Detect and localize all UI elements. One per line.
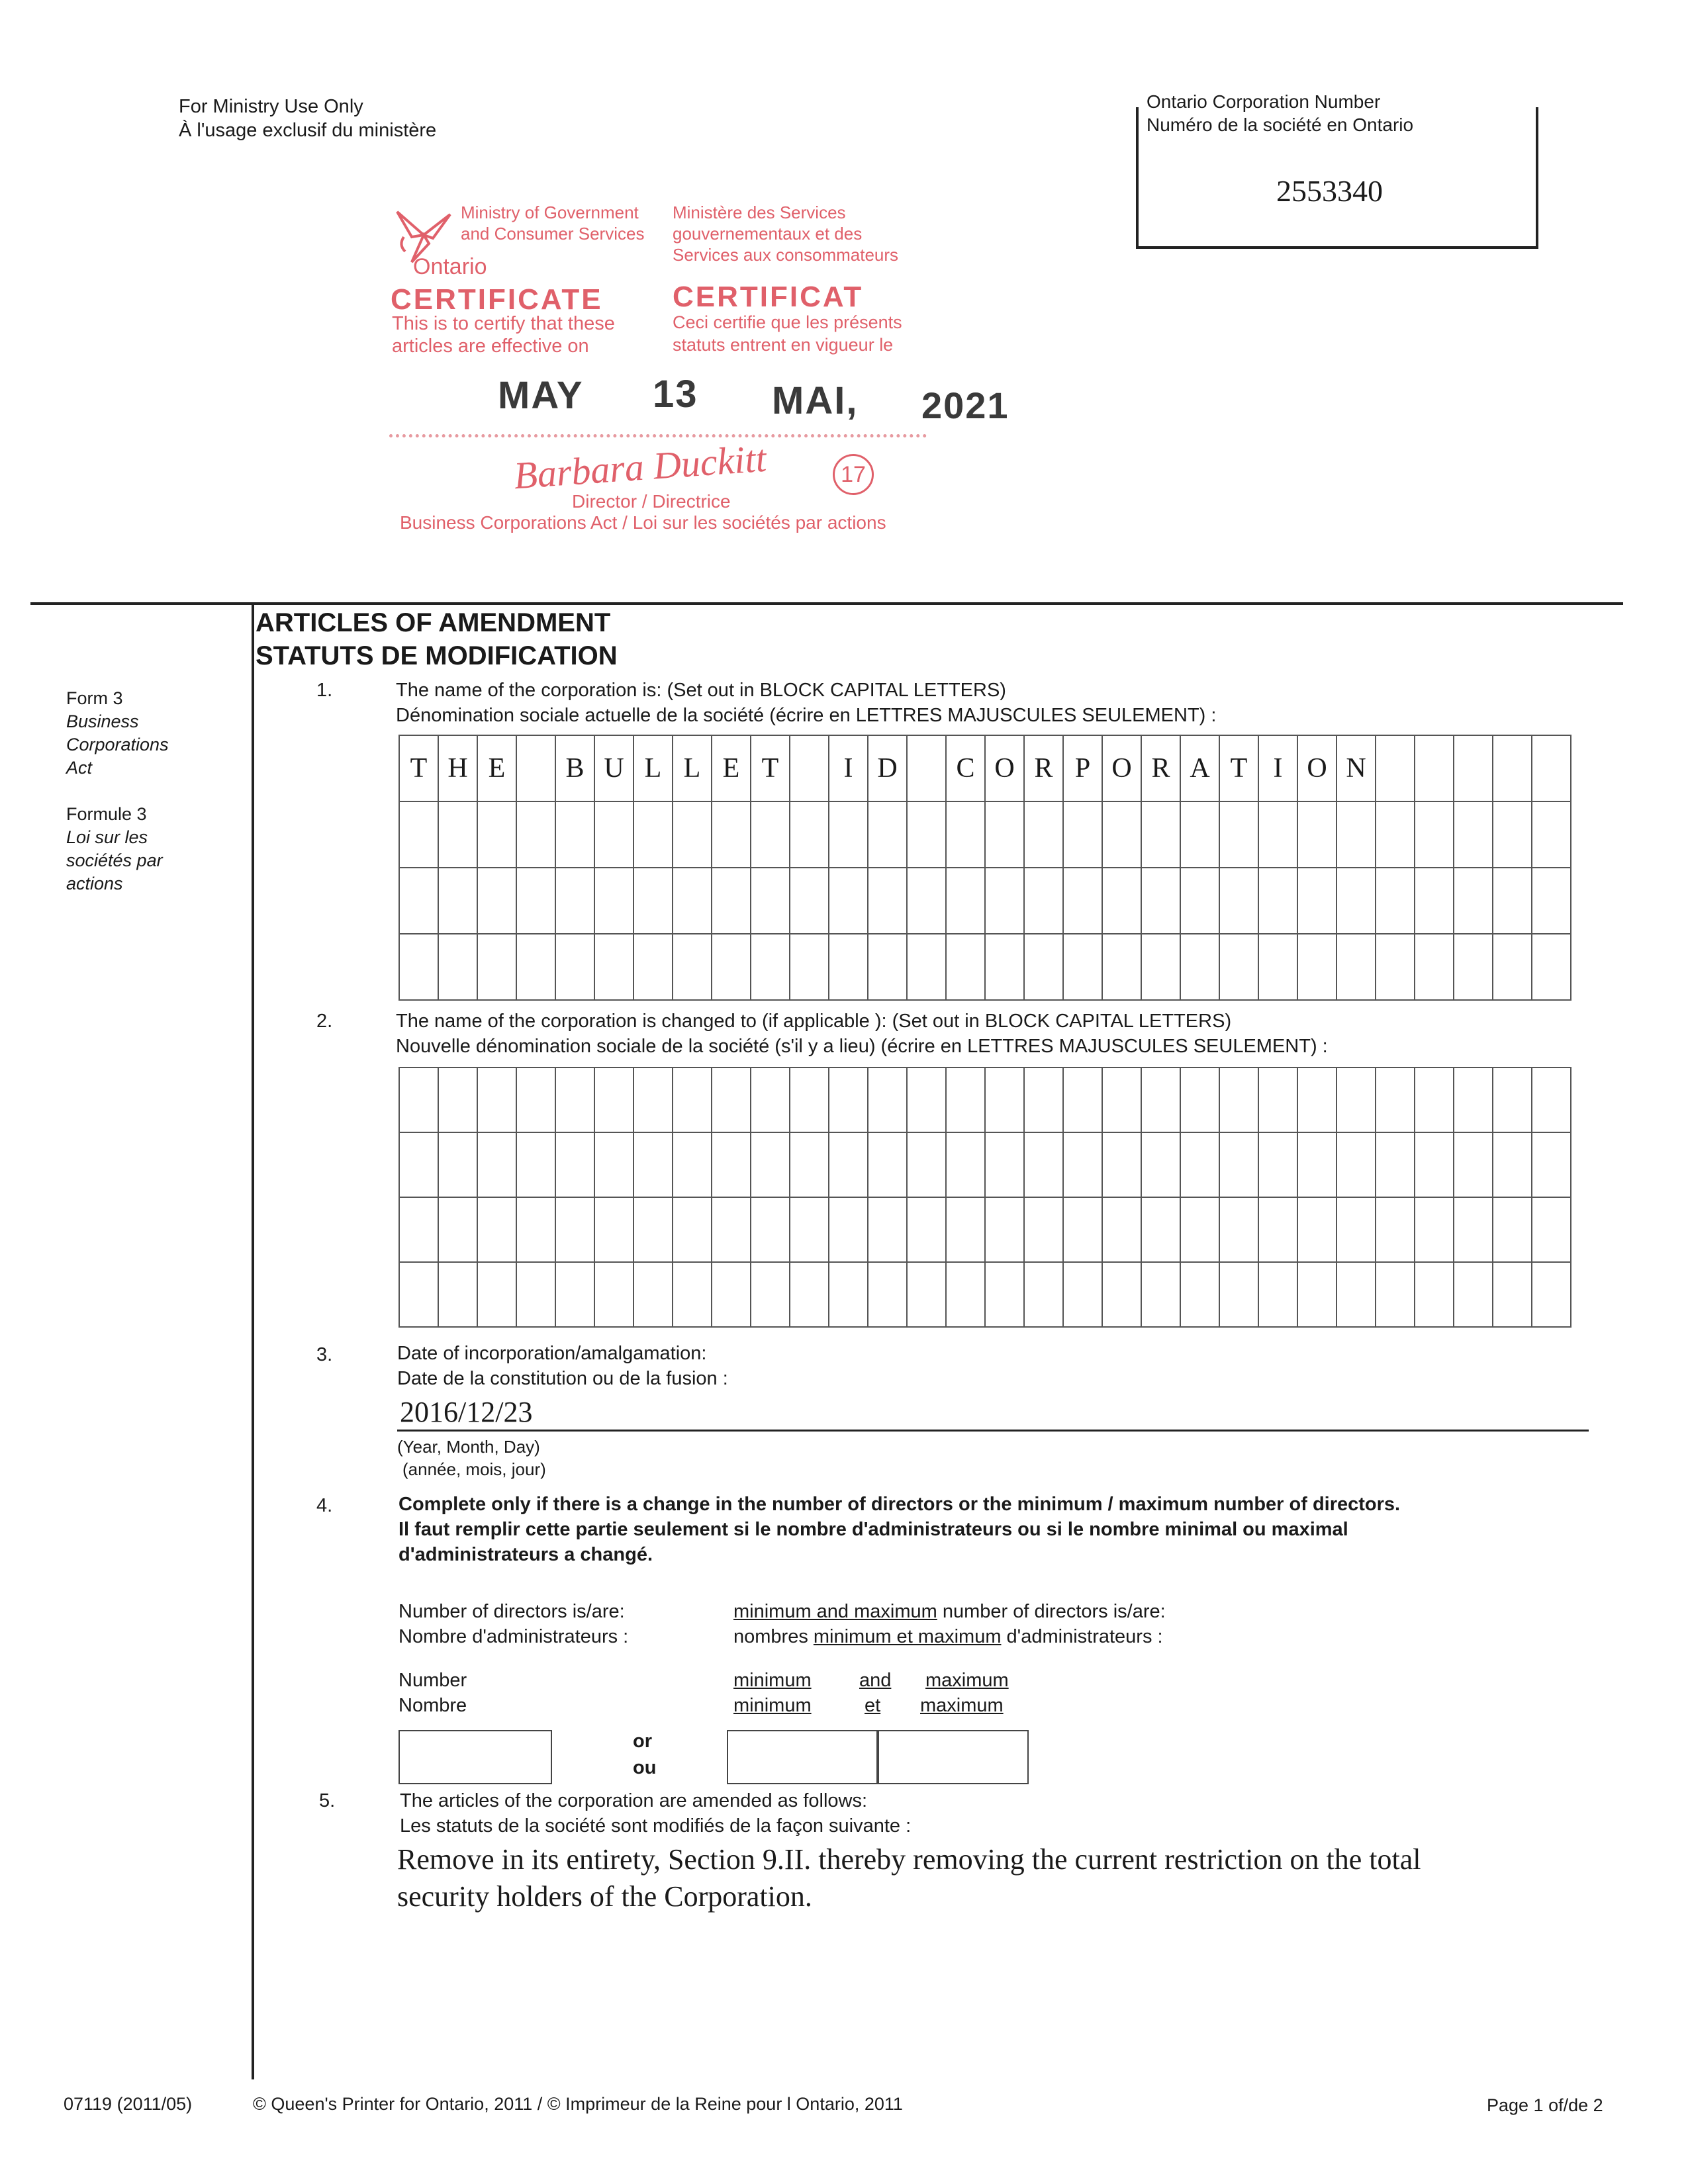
s4-line-3: d'administrateurs a changé.: [399, 1544, 653, 1565]
name-letter-cell[interactable]: U: [594, 735, 633, 801]
stamp-month-fr: MAI,: [772, 379, 859, 422]
sidebar-act-en-1: Business: [66, 711, 139, 731]
min-label-fr: minimum: [733, 1695, 812, 1716]
corp-number-label-en: Ontario Corporation Number: [1147, 91, 1381, 112]
name-letter-cell[interactable]: N: [1336, 735, 1376, 801]
stamp-ministry-fr-3: Services aux consommateurs: [673, 245, 899, 265]
stamp-certify-fr-1: Ceci certifie que les présents: [673, 312, 902, 332]
s3-number: 3.: [316, 1344, 333, 1365]
s5-label-en: The articles of the corporation are amended as follows:: [400, 1790, 868, 1811]
current-name-row: [399, 735, 1571, 801]
title-en: ARTICLES OF AMENDMENT: [256, 608, 611, 637]
footer-form-code: 07119 (2011/05): [64, 2094, 193, 2114]
number-label-en: Number: [399, 1670, 467, 1691]
name-letter-cell[interactable]: I: [1258, 735, 1297, 801]
name-letter-cell[interactable]: T: [1219, 735, 1258, 801]
amendment-text-2[interactable]: security holders of the Corporation.: [397, 1880, 812, 1913]
stamp-ministry-fr-2: gouvernementaux et des: [673, 224, 863, 244]
current-name-grid[interactable]: [399, 735, 1571, 1001]
current-name-row: [399, 868, 1571, 934]
stamp-certificate-en: CERTIFICATE: [391, 283, 603, 316]
footer-page: Page 1 of/de 2: [1487, 2095, 1603, 2115]
name-letter-cell[interactable]: R: [1024, 735, 1063, 801]
new-name-row: [399, 1132, 1571, 1197]
stamp-signature: Barbara Duckitt: [512, 436, 768, 498]
stamp-month-en: MAY: [498, 374, 584, 417]
name-letter-cell[interactable]: O: [985, 735, 1024, 801]
current-name-row: [399, 934, 1571, 1000]
new-name-grid[interactable]: [399, 1067, 1571, 1328]
corp-number: 2553340: [1276, 174, 1383, 208]
name-letter-cell[interactable]: O: [1102, 735, 1141, 801]
name-letter-cell[interactable]: E: [477, 735, 516, 801]
footer-copyright: © Queen's Printer for Ontario, 2011 / © Imprimeur de la Reine pour l Ontario, 2011: [253, 2094, 903, 2114]
name-letter-cell[interactable]: L: [633, 735, 673, 801]
amendment-text-1[interactable]: Remove in its entirety, Section 9.II. thereby removing the current restriction on the total: [397, 1843, 1421, 1876]
stamp-certify-en-1: This is to certify that these: [392, 313, 615, 334]
name-letter-cell[interactable]: H: [438, 735, 477, 801]
stamp-certify-fr-2: statuts entrent en vigueur le: [673, 335, 894, 355]
minmax-en: minimum and maximum number of directors is/are:: [733, 1601, 1166, 1622]
stamp-ontario: Ontario: [413, 254, 487, 279]
max-label-en: maximum: [925, 1670, 1009, 1691]
and-label-en: and: [859, 1670, 892, 1691]
name-letter-cell[interactable]: P: [1063, 735, 1102, 801]
minimum-directors-box[interactable]: [727, 1730, 879, 1784]
stamp-circle-number: 17: [833, 454, 874, 495]
or-fr: ou: [633, 1757, 657, 1778]
new-name-row: [399, 1262, 1571, 1327]
sidebar-act-fr-2: sociétés par: [66, 850, 163, 870]
number-label-fr: Nombre: [399, 1695, 467, 1716]
name-letter-cell[interactable]: R: [1141, 735, 1180, 801]
name-letter-cell[interactable]: D: [868, 735, 907, 801]
sidebar-form-en: Form 3: [66, 688, 123, 708]
s3-label-en: Date of incorporation/amalgamation:: [397, 1343, 707, 1364]
s4-line-2: Il faut remplir cette partie seulement si le nombre d'administrateurs ou si le nombre minimal ou maximal: [399, 1519, 1348, 1540]
and-label-fr: et: [865, 1695, 881, 1716]
stamp-year: 2021: [921, 385, 1009, 426]
or-en: or: [633, 1731, 652, 1752]
name-letter-cell[interactable]: C: [946, 735, 985, 801]
name-letter-cell[interactable]: O: [1297, 735, 1336, 801]
s1-label-fr: Dénomination sociale actuelle de la société (écrire en LETTRES MAJUSCULES SEULEMENT) :: [396, 705, 1217, 726]
name-letter-cell[interactable]: I: [829, 735, 868, 801]
s4-number: 4.: [316, 1495, 333, 1516]
ministry-use-fr: À l'usage exclusif du ministère: [179, 120, 437, 141]
stamp-dotted-line: [389, 434, 927, 437]
corp-number-label-fr: Numéro de la société en Ontario: [1147, 114, 1414, 135]
stamp-act: Business Corporations Act / Loi sur les sociétés par actions: [400, 512, 886, 533]
stamp-ministry-fr-1: Ministère des Services: [673, 203, 846, 222]
left-vertical-rule: [252, 602, 254, 2079]
s2-label-fr: Nouvelle dénomination sociale de la société (s'il y a lieu) (écrire en LETTRES MAJUSCULES SEULEMENT) :: [396, 1036, 1328, 1057]
stamp-certificate-fr: CERTIFICAT: [673, 281, 864, 313]
name-letter-cell[interactable]: E: [712, 735, 751, 801]
date-hint-fr: (année, mois, jour): [402, 1459, 546, 1479]
stamp-ministry-en-1: Ministry of Government: [461, 203, 639, 222]
num-directors-fr: Nombre d'administrateurs :: [399, 1626, 629, 1647]
name-letter-cell[interactable]: A: [1180, 735, 1219, 801]
name-letter-cell[interactable]: [1532, 735, 1571, 801]
s5-label-fr: Les statuts de la société sont modifiés de la façon suivante :: [400, 1815, 912, 1837]
name-letter-cell[interactable]: T: [751, 735, 790, 801]
max-label-fr: maximum: [920, 1695, 1004, 1716]
incorporation-date[interactable]: 2016/12/23: [400, 1396, 533, 1428]
s4-line-1: Complete only if there is a change in the number of directors or the minimum / maximum number of directors.: [399, 1494, 1401, 1515]
name-letter-cell[interactable]: [907, 735, 946, 801]
name-letter-cell[interactable]: [1454, 735, 1493, 801]
date-hint-en: (Year, Month, Day): [397, 1437, 540, 1457]
s2-number: 2.: [316, 1011, 333, 1032]
current-name-row: [399, 801, 1571, 868]
sidebar-act-en-3: Act: [66, 758, 93, 778]
stamp-certify-en-2: articles are effective on: [392, 336, 589, 357]
name-letter-cell[interactable]: [516, 735, 555, 801]
s1-label-en: The name of the corporation is: (Set out in BLOCK CAPITAL LETTERS): [396, 680, 1006, 701]
sidebar-act-fr-3: actions: [66, 874, 123, 893]
sidebar-act-fr-1: Loi sur les: [66, 827, 148, 847]
sidebar-form-fr: Formule 3: [66, 804, 147, 824]
top-rule: [30, 602, 1623, 605]
name-letter-cell[interactable]: T: [399, 735, 438, 801]
sidebar-act-en-2: Corporations: [66, 735, 169, 754]
stamp-ministry-en-2: and Consumer Services: [461, 224, 645, 244]
s3-label-fr: Date de la constitution ou de la fusion :: [397, 1368, 728, 1389]
s5-number: 5.: [319, 1790, 336, 1811]
maximum-directors-box[interactable]: [876, 1730, 1029, 1784]
number-of-directors-box[interactable]: [399, 1730, 552, 1784]
minmax-fr: nombres minimum et maximum d'administrateurs :: [733, 1626, 1163, 1647]
name-letter-cell[interactable]: B: [555, 735, 594, 801]
num-directors-en: Number of directors is/are:: [399, 1601, 625, 1622]
date-underline: [397, 1430, 1589, 1432]
stamp-day: 13: [653, 373, 698, 416]
title-fr: STATUTS DE MODIFICATION: [256, 641, 618, 670]
name-letter-cell[interactable]: L: [673, 735, 712, 801]
ministry-use-en: For Ministry Use Only: [179, 96, 363, 117]
s2-label-en: The name of the corporation is changed to (if applicable ): (Set out in BLOCK CAPITAL LETTERS): [396, 1011, 1232, 1032]
name-letter-cell[interactable]: [1493, 735, 1532, 801]
min-label-en: minimum: [733, 1670, 812, 1691]
new-name-row: [399, 1068, 1571, 1132]
name-letter-cell[interactable]: [790, 735, 829, 801]
name-letter-cell[interactable]: [1376, 735, 1415, 801]
s1-number: 1.: [316, 680, 333, 701]
new-name-row: [399, 1197, 1571, 1262]
name-letter-cell[interactable]: [1415, 735, 1454, 801]
stamp-director: Director / Directrice: [572, 491, 731, 512]
